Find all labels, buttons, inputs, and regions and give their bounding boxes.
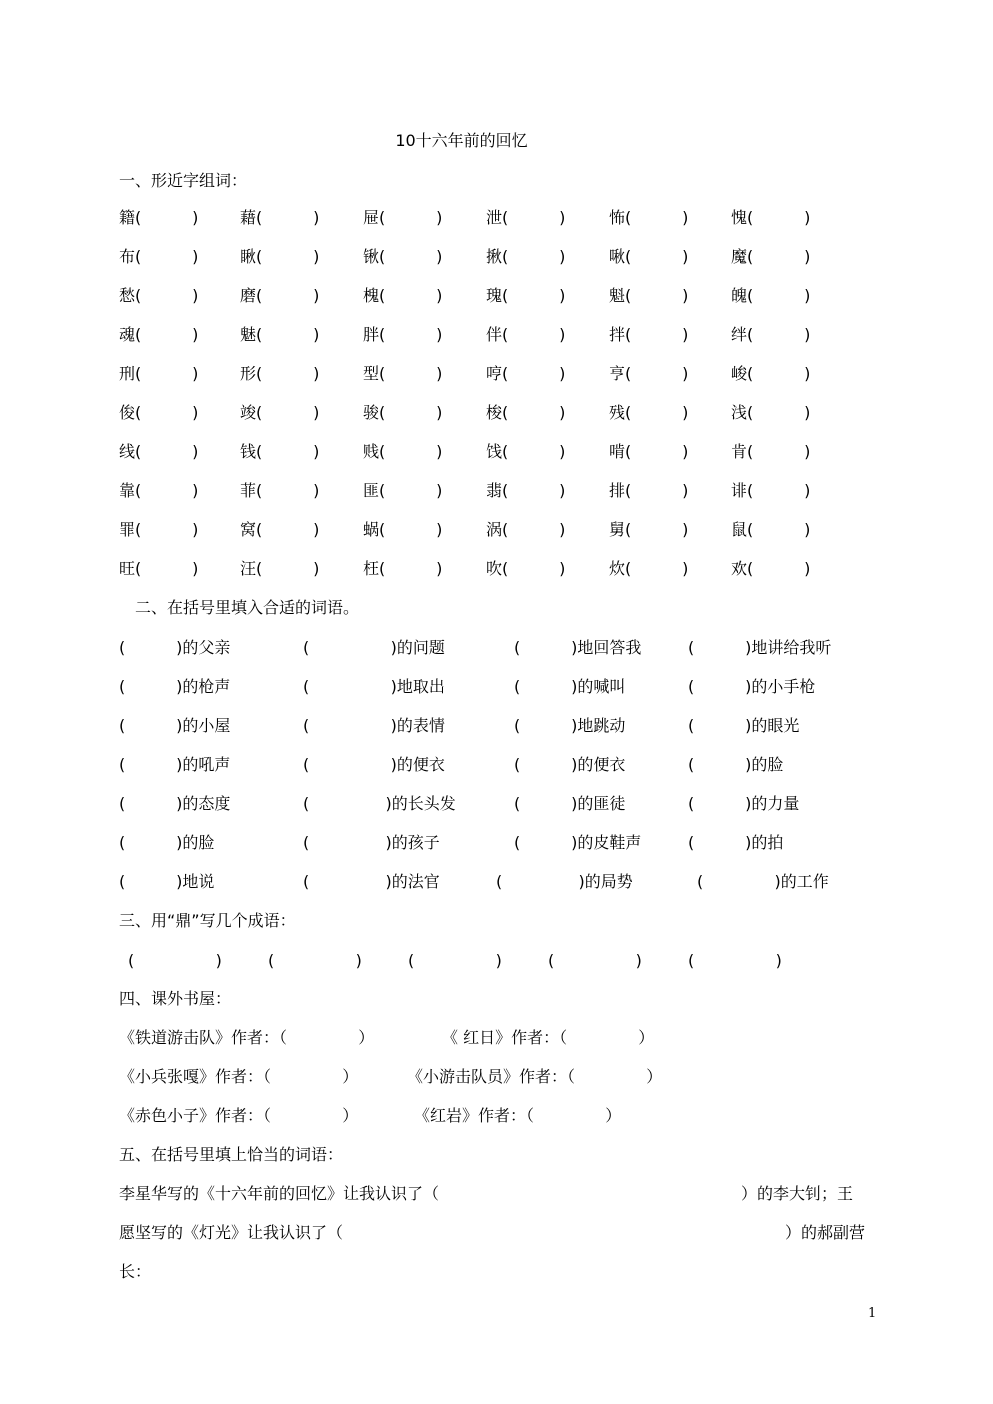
section2-heading: 二、在括号里填入合适的词语。: [135, 598, 360, 617]
book-author-item: 《赤色小子》作者：（ ）: [119, 1106, 359, 1125]
fill-phrase-item: ( )地讲给我听: [688, 638, 832, 657]
char-pair-item: 菲( ): [240, 481, 320, 500]
char-pair-item: 旺( ): [119, 559, 199, 578]
char-pair-item: 愧( ): [731, 208, 811, 227]
char-pair-item: 伴( ): [486, 325, 566, 344]
fill-phrase-item: ( )的脸: [119, 833, 215, 852]
idiom-blank: ( ): [268, 951, 362, 970]
fill-phrase-item: ( )的父亲: [119, 638, 231, 657]
char-pair-item: 饯( ): [486, 442, 566, 461]
section5-line3: 长：: [119, 1262, 152, 1281]
fill-phrase-item: ( )的眼光: [688, 716, 800, 735]
book-author-item: 《红岩》作者：（ ）: [414, 1106, 622, 1125]
section5-line2-end: ）的郝副营: [785, 1223, 866, 1242]
char-pair-item: 残( ): [609, 403, 689, 422]
book-author-item: 《铁道游击队》作者：（ ）: [119, 1028, 375, 1047]
fill-phrase-item: ( )的吼声: [119, 755, 231, 774]
char-pair-item: 靠( ): [119, 481, 199, 500]
fill-phrase-item: ( )的脸: [688, 755, 784, 774]
char-pair-item: 魁( ): [609, 286, 689, 305]
fill-phrase-item: ( )地跳动: [514, 716, 626, 735]
char-pair-item: 锹( ): [363, 247, 443, 266]
char-pair-item: 磨( ): [240, 286, 320, 305]
char-pair-item: 揪( ): [486, 247, 566, 266]
char-pair-item: 布( ): [119, 247, 199, 266]
fill-phrase-item: ( )的孩子: [303, 833, 440, 852]
fill-phrase-item: ( )的皮鞋声: [514, 833, 642, 852]
char-pair-item: 啃( ): [609, 442, 689, 461]
page-title: 10十六年前的回忆: [395, 131, 528, 150]
char-pair-item: 型( ): [363, 364, 443, 383]
fill-phrase-item: ( )的拍: [688, 833, 784, 852]
idiom-blank: ( ): [688, 951, 782, 970]
char-pair-item: 枉( ): [363, 559, 443, 578]
char-pair-item: 浅( ): [731, 403, 811, 422]
section5-line1-end: ）的李大钊；王: [741, 1184, 854, 1203]
char-pair-item: 胖( ): [363, 325, 443, 344]
fill-phrase-item: ( )的长头发: [303, 794, 456, 813]
char-pair-item: 涡( ): [486, 520, 566, 539]
idiom-blank: ( ): [128, 951, 222, 970]
fill-phrase-item: ( )的便衣: [303, 755, 445, 774]
char-pair-item: 藉( ): [240, 208, 320, 227]
idiom-blank: ( ): [548, 951, 642, 970]
section5-heading: 五、在括号里填上恰当的词语：: [119, 1145, 344, 1164]
char-pair-item: 骏( ): [363, 403, 443, 422]
char-pair-item: 线( ): [119, 442, 199, 461]
char-pair-item: 峻( ): [731, 364, 811, 383]
char-pair-item: 瞅( ): [240, 247, 320, 266]
char-pair-item: 罪( ): [119, 520, 199, 539]
char-pair-item: 梭( ): [486, 403, 566, 422]
char-pair-item: 魅( ): [240, 325, 320, 344]
fill-phrase-item: ( )的表情: [303, 716, 445, 735]
char-pair-item: 怖( ): [609, 208, 689, 227]
idiom-blank: ( ): [408, 951, 502, 970]
book-author-item: 《 红日》作者：（ ）: [442, 1028, 655, 1047]
char-pair-item: 拌( ): [609, 325, 689, 344]
fill-phrase-item: ( )地说: [119, 872, 215, 891]
char-pair-item: 诽( ): [731, 481, 811, 500]
char-pair-item: 魂( ): [119, 325, 199, 344]
fill-phrase-item: ( )的枪声: [119, 677, 231, 696]
char-pair-item: 啾( ): [609, 247, 689, 266]
char-pair-item: 钱( ): [240, 442, 320, 461]
char-pair-item: 翡( ): [486, 481, 566, 500]
page-number: 1: [868, 1306, 877, 1321]
section5-line1-start: 李星华写的《十六年前的回忆》让我认识了（: [119, 1184, 440, 1203]
char-pair-item: 槐( ): [363, 286, 443, 305]
char-pair-item: 愁( ): [119, 286, 199, 305]
char-pair-item: 哼( ): [486, 364, 566, 383]
fill-phrase-item: ( )的法官: [303, 872, 440, 891]
char-pair-item: 竣( ): [240, 403, 320, 422]
char-pair-item: 籍( ): [119, 208, 199, 227]
char-pair-item: 肯( ): [731, 442, 811, 461]
fill-phrase-item: ( )的问题: [303, 638, 445, 657]
fill-phrase-item: ( )的匪徒: [514, 794, 626, 813]
fill-phrase-item: ( )的工作: [697, 872, 829, 891]
fill-phrase-item: ( )的便衣: [514, 755, 626, 774]
char-pair-item: 汪( ): [240, 559, 320, 578]
section3-heading: 三、用“鼎”写几个成语：: [119, 911, 296, 930]
char-pair-item: 刑( ): [119, 364, 199, 383]
char-pair-item: 屉( ): [363, 208, 443, 227]
fill-phrase-item: ( )地回答我: [514, 638, 642, 657]
char-pair-item: 形( ): [240, 364, 320, 383]
char-pair-item: 鼠( ): [731, 520, 811, 539]
char-pair-item: 亨( ): [609, 364, 689, 383]
char-pair-item: 泄( ): [486, 208, 566, 227]
char-pair-item: 魄( ): [731, 286, 811, 305]
char-pair-item: 绊( ): [731, 325, 811, 344]
section5-line2-start: 愿坚写的《灯光》让我认识了（: [119, 1223, 344, 1242]
char-pair-item: 欢( ): [731, 559, 811, 578]
fill-phrase-item: ( )的态度: [119, 794, 231, 813]
fill-phrase-item: ( )的喊叫: [514, 677, 626, 696]
book-author-item: 《小游击队员》作者：（ ）: [407, 1067, 663, 1086]
section4-heading: 四、课外书屋：: [119, 989, 232, 1008]
char-pair-item: 俊( ): [119, 403, 199, 422]
char-pair-item: 魔( ): [731, 247, 811, 266]
char-pair-item: 炊( ): [609, 559, 689, 578]
fill-phrase-item: ( )的局势: [496, 872, 633, 891]
fill-phrase-item: ( )的小手枪: [688, 677, 816, 696]
fill-phrase-item: ( )地取出: [303, 677, 445, 696]
fill-phrase-item: ( )的小屋: [119, 716, 231, 735]
char-pair-item: 蜗( ): [363, 520, 443, 539]
char-pair-item: 舅( ): [609, 520, 689, 539]
section1-heading: 一、形近字组词：: [119, 171, 248, 190]
char-pair-item: 排( ): [609, 481, 689, 500]
char-pair-item: 瑰( ): [486, 286, 566, 305]
fill-phrase-item: ( )的力量: [688, 794, 800, 813]
char-pair-item: 窝( ): [240, 520, 320, 539]
char-pair-item: 吹( ): [486, 559, 566, 578]
book-author-item: 《小兵张嘎》作者：（ ）: [119, 1067, 359, 1086]
char-pair-item: 匪( ): [363, 481, 443, 500]
char-pair-item: 贱( ): [363, 442, 443, 461]
